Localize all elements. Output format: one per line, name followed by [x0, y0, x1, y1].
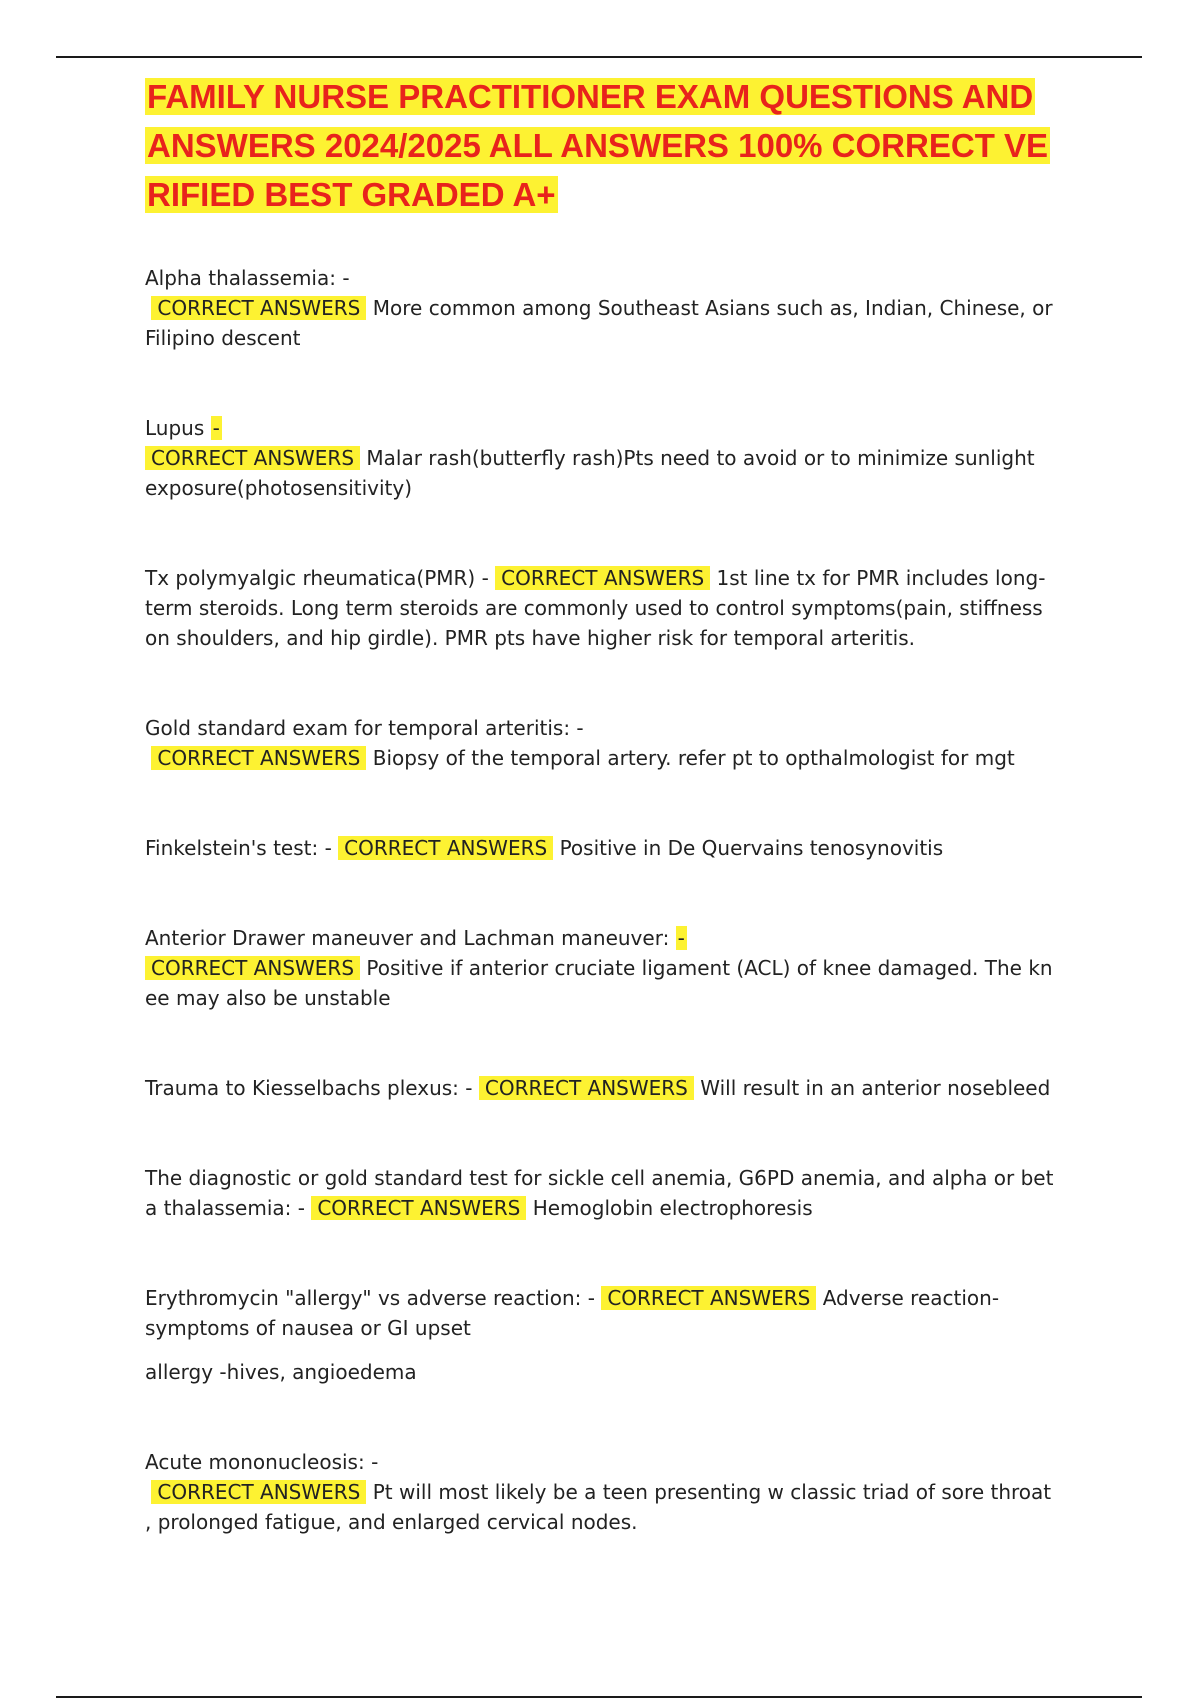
correct-answers-marker: CORRECT ANSWERS: [338, 836, 553, 860]
qa-item: [145, 833, 1057, 863]
qa-item: [145, 1163, 1057, 1223]
correct-answers-marker: CORRECT ANSWERS: [479, 1076, 694, 1100]
answer-text: Will result in an anterior nosebleed: [700, 1076, 1051, 1100]
correct-answers-marker: CORRECT ANSWERS: [145, 446, 360, 470]
correct-answers-marker: CORRECT ANSWERS: [151, 1480, 366, 1504]
correct-answers-marker: CORRECT ANSWERS: [151, 296, 366, 320]
answer-extra-line: allergy -hives, angioedema: [145, 1360, 417, 1384]
answer-text: Hemoglobin electrophoresis: [532, 1196, 813, 1220]
qa-item: [145, 1073, 1057, 1103]
answer-text: Malar rash(butterfly rash)Pts need to avoid or to minimize sunlight exposure(photosensitivity): [145, 446, 1035, 500]
question-dash: -: [212, 416, 220, 440]
correct-answers-marker: CORRECT ANSWERS: [495, 566, 710, 590]
document-body: [145, 72, 1057, 1597]
correct-answers-marker: CORRECT ANSWERS: [151, 746, 366, 770]
answer-text: Positive if anterior cruciate ligament (ACL) of knee damaged. The kn ee may also be unstable: [145, 956, 1053, 1010]
question-text: Finkelstein's test: -: [145, 836, 332, 860]
question-text: Acute mononucleosis: -: [145, 1450, 379, 1474]
question-text: The diagnostic or gold standard test for sickle cell anemia, G6PD anemia, and alpha or bet a thalassemia: -: [145, 1166, 1054, 1220]
qa-item: [145, 263, 1057, 353]
document-title: FAMILY NURSE PRACTITIONER EXAM QUESTIONS AND ANSWERS 2024/2025 ALL ANSWERS 100% CORRECT VE RIFIED BEST GRADED A+: [147, 78, 1049, 213]
top-rule: [56, 56, 1142, 58]
question-dash: -: [677, 926, 685, 950]
correct-answers-marker: CORRECT ANSWERS: [311, 1196, 526, 1220]
qa-item: [145, 1283, 1057, 1343]
answer-text: Positive in De Quervains tenosynovitis: [559, 836, 944, 860]
question-text: Gold standard exam for temporal arteritis: -: [145, 716, 584, 740]
question-text: Tx polymyalgic rheumatica(PMR) -: [145, 566, 489, 590]
correct-answers-marker: CORRECT ANSWERS: [145, 956, 360, 980]
question-text: Anterior Drawer maneuver and Lachman maneuver:: [145, 926, 670, 950]
qa-item: [145, 713, 1057, 773]
qa-item: [145, 413, 1057, 503]
bottom-rule: [56, 1696, 1142, 1698]
answer-text: Adverse reaction-symptoms of nausea or GI upset: [145, 1286, 1000, 1340]
question-text: Lupus: [145, 416, 205, 440]
qa-item: [145, 563, 1057, 653]
answer-text: Biopsy of the temporal artery. refer pt to opthalmologist for mgt: [372, 746, 1015, 770]
answer-text: 1st line tx for PMR includes long-term steroids. Long term steroids are commonly used to control symptoms(pain, stiffness on shoulders, and hip girdle). PMR pts have higher risk for temporal arteritis.: [145, 566, 1046, 650]
correct-answers-marker: CORRECT ANSWERS: [601, 1286, 816, 1310]
question-text: Erythromycin "allergy" vs adverse reaction: -: [145, 1286, 595, 1310]
question-text: Trauma to Kiesselbachs plexus: -: [145, 1076, 473, 1100]
answer-text: More common among Southeast Asians such as, Indian, Chinese, or Filipino descent: [145, 296, 1053, 350]
qa-item: [145, 1447, 1057, 1537]
qa-item: [145, 923, 1057, 1013]
question-text: Alpha thalassemia: -: [145, 266, 350, 290]
answer-text: Pt will most likely be a teen presenting w classic triad of sore throat , prolonged fatigue, and enlarged cervical nodes.: [145, 1480, 1052, 1534]
